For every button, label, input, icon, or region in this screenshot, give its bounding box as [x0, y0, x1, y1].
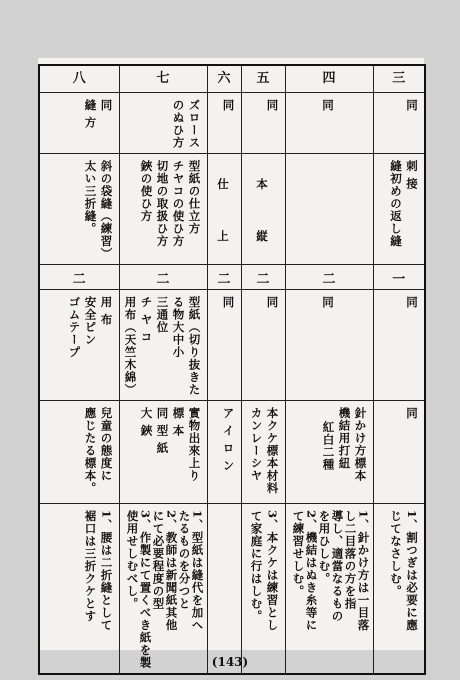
cell-text: 同: [99, 99, 114, 112]
cell-text: 縫初めの返し縫: [389, 160, 403, 248]
cell-text: 用布（天竺木綿）: [123, 296, 138, 396]
cell-text: 同: [405, 407, 419, 420]
notes-row: [39, 504, 425, 675]
cell-text: ズロース: [187, 99, 202, 149]
grade-row: [39, 265, 425, 290]
specimen-row: [39, 401, 425, 504]
cell-text: じてなさしむ。: [389, 510, 403, 598]
cell-text: 鋏の使ひ方: [139, 160, 154, 223]
header-four: 四: [322, 71, 336, 86]
cell-text: 三通位: [155, 296, 170, 334]
cell-text: 刺 接: [405, 160, 419, 191]
cell-text: たるものを分つと: [177, 510, 192, 610]
cell-text: 型紙の仕立方: [187, 160, 202, 235]
cell-text: て家庭に行はしむ。: [249, 510, 264, 623]
cell-text: し二目落の方を指: [343, 510, 358, 610]
cell-text: にて必要程度の型: [151, 510, 166, 610]
cell-text: 實物出來上り: [187, 407, 202, 482]
cell-text: 紅白二種: [321, 421, 336, 471]
cell-text: て練習せしむ。: [291, 510, 306, 598]
cell-text: 同: [405, 99, 419, 112]
cell-text: 同: [221, 296, 236, 309]
grade-cell: 二: [322, 271, 336, 287]
cell-text: 大 鋏: [139, 407, 154, 438]
cell-text: を用ひしむ。: [317, 510, 332, 585]
cell-text: 標 本: [171, 407, 186, 438]
header-cell: [373, 65, 425, 93]
cell-text: 裾口は三折クケとす: [83, 510, 98, 623]
cell-text: 同: [321, 296, 335, 309]
cell-text: 縦: [255, 229, 269, 243]
header-three: 三: [392, 71, 406, 86]
cell-text: 2、機結はぬき糸等に: [304, 510, 319, 632]
cell-text: 1、割つぎは必要に應: [405, 510, 419, 632]
cell-text: 仕: [216, 177, 230, 191]
materials-row: [39, 290, 425, 401]
cell-text: 上: [216, 229, 230, 243]
cell-text: チヤコの使ひ方: [171, 160, 186, 248]
cell-text: 本: [255, 177, 269, 191]
grade-cell: 二: [217, 271, 231, 287]
cell-text: 針かけ方標本: [353, 407, 368, 482]
cell-text: 兒童の態度に: [99, 407, 114, 482]
cell-text: 同: [265, 296, 280, 309]
cell-text: 型紙（切り抜きた: [187, 296, 202, 396]
header-cell: [285, 65, 373, 93]
cell-text: チ ヤ コ: [139, 296, 154, 344]
item-row: [39, 93, 425, 154]
cell-text: 機結用打紐: [337, 407, 352, 470]
header-seven: 七: [156, 71, 170, 86]
grade-cell: 二: [72, 271, 86, 287]
cell-text: 同: [221, 99, 236, 112]
grade-cell: 二: [156, 271, 170, 287]
cell-text: る物大中小: [171, 296, 186, 359]
cell-text: 同: [321, 99, 335, 112]
header-row: [39, 65, 425, 93]
curriculum-table: [38, 64, 426, 675]
cell-text: 使用せしむべし。: [125, 510, 140, 610]
cell-text: 用 布: [99, 296, 114, 327]
cell-text: 本クケ標本材料: [265, 407, 280, 495]
header-cell: [207, 65, 241, 93]
cell-text: 2、教師は新聞紙其他: [164, 510, 179, 632]
header-cell: [119, 65, 207, 93]
cell-text: 同: [405, 296, 419, 309]
content-row: [39, 154, 425, 265]
cell-text: 切地の取扱ひ方: [155, 160, 170, 248]
cell-text: 斜の袋縫（練習）: [99, 160, 114, 260]
cell-text: 1、腰は二折縫として: [99, 510, 114, 632]
header-eight: 八: [72, 71, 86, 86]
cell-text: 3、本クケは練習とし: [265, 510, 280, 632]
header-six: 六: [217, 71, 231, 86]
cell-text: 縫 方: [83, 99, 98, 130]
cell-text: ア イ ロ ン: [221, 407, 236, 473]
cell-text: 同: [265, 99, 280, 112]
cell-text: 1、型紙は縫代を加へ: [190, 510, 205, 632]
cell-text: 1、針かけ方は一目落: [356, 510, 371, 632]
cell-text: のぬひ方: [171, 99, 186, 149]
cell-text: 3、作製にて置くべき紙を製: [138, 510, 153, 670]
header-cell: [39, 65, 119, 93]
grade-cell: 二: [256, 271, 270, 287]
header-cell: [241, 65, 285, 93]
cell-text: 太い三折縫。: [83, 160, 98, 235]
cell-text: 安全ピン: [83, 296, 98, 346]
cell-text: カンレーシヤ: [249, 407, 264, 482]
cell-text: 導し、適當なるもの: [330, 510, 345, 623]
header-five: 五: [256, 71, 270, 86]
page-number: (143): [211, 655, 249, 669]
cell-text: 應じたる標本。: [83, 407, 98, 495]
grade-cell: 一: [392, 271, 406, 287]
cell-text: ゴムテープ: [67, 296, 82, 359]
cell-text: 同 型 紙: [155, 407, 170, 455]
